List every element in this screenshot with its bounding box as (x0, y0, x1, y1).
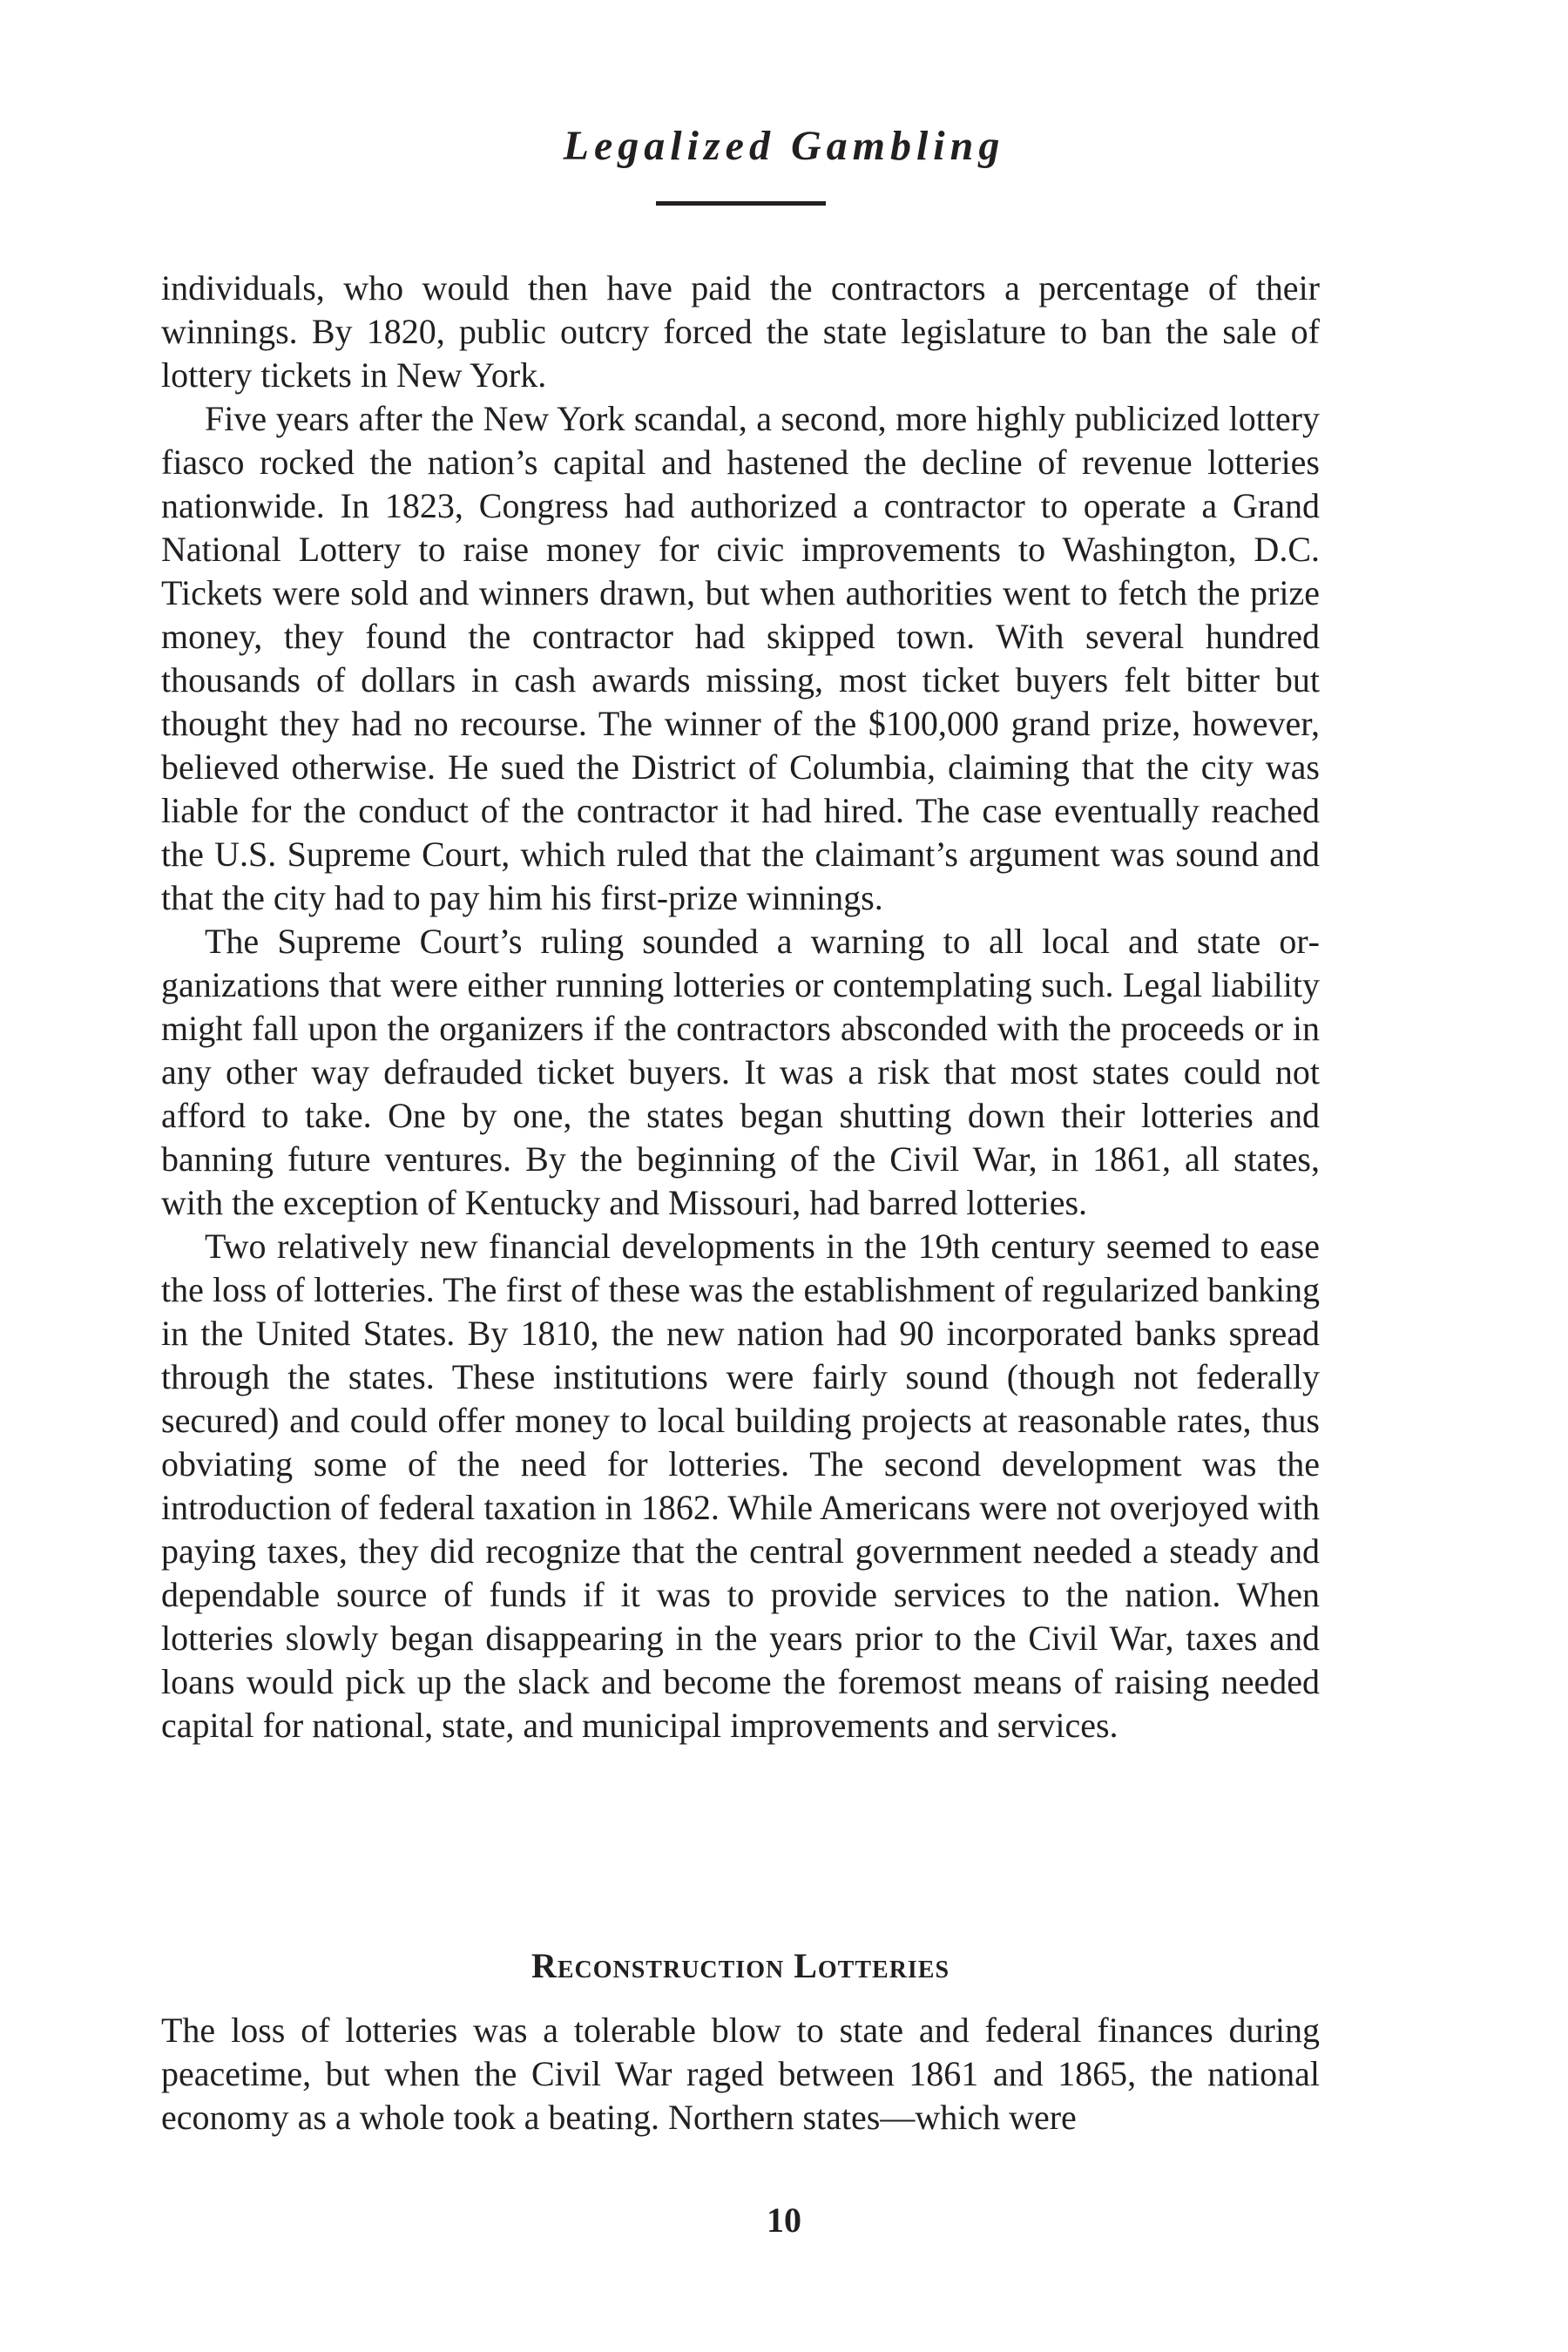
page-number: 10 (767, 2200, 801, 2240)
header-rule (656, 201, 826, 206)
section-text (161, 2009, 1320, 2139)
paragraph-1: individuals, who would then have paid the contractors a percentage of their winnings. By 1820, public outcry forced the state legislature to ban the sale of lottery tickets in New York. (161, 268, 1320, 395)
paragraph-3: The Supreme Court’s ruling sounded a warning to all local and state organizations that were either running lotteries or contemplating such. Legal liability might fall upon the organizers if the contractors absconded with the proceeds or in any other way defrauded ticket buyers. It was a risk that most states could not afford to take. One by one, the states began shutting down their lotteries and banning future ventures. By the beginning of the Civil War, in 1861, all states, with the exception of Kentucky and Missouri, had barred lotteries. (161, 922, 1320, 1222)
paragraph-4: Two relatively new financial developments in the 19th century seemed to ease the loss of lotteries. The first of these was the establishment of regularized banking in the United States. By 1810, the new nation had 90 incorporated banks spread through the states. These institutions were fairly sound (though not federally secured) and could offer money to local building projects at reasonable rates, thus obviating some of the need for lotteries. The second development was the introduction of federal taxation in 1862. While Americans were not overjoyed with paying taxes, they did recognize that the central government needed a steady and dependable source of funds if it was to provide services to the nation. When lotteries slowly began disappearing in the years prior to the Civil War, taxes and loans would pick up the slack and become the foremost means of raising needed capital for national, state, and municipal improvements and services. (161, 1227, 1320, 1745)
section-paragraph: The loss of lotteries was a tolerable blow to state and federal finances during peacetime, but when the Civil War raged between 1861 and 1865, the national economy as a whole took a beating. Northern states—which were (161, 2011, 1320, 2137)
body-text (161, 267, 1320, 1747)
section-heading: Reconstruction Lotteries (531, 1946, 950, 1985)
running-head-title: Legalized Gambling (563, 123, 1005, 169)
paragraph-2: Five years after the New York scandal, a second, more highly publicized lottery fiasco rocked the nation’s capital and hastened the decline of revenue lotteries nationwide. In 1823, Congress had authorized a contractor to operate a Grand National Lottery to raise money for civic improvements to Washington, D.C. Tickets were sold and winners drawn, but when authorities went to fetch the prize money, they found the contractor had skipped town. With several hundred thousands of dollars in cash awards missing, most ticket buyers felt bitter but thought they had no recourse. The winner of the $100,000 grand prize, however, believed otherwise. He sued the District of Columbia, claiming that the city was liable for the conduct of the contractor it had hired. The case eventually reached the U.S. Supreme Court, which ruled that the claimant’s argument was sound and that the city had to pay him his first-prize winnings. (161, 399, 1320, 917)
